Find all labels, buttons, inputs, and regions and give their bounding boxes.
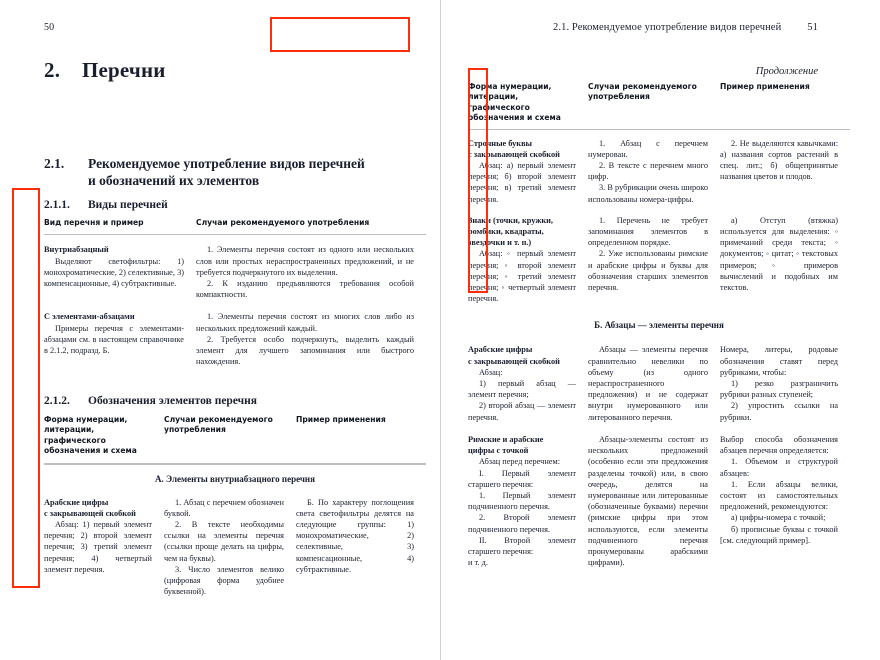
running-head-text: 2.1. Рекомендуемое употребление видов перечней [553,22,782,33]
form-title-line3: звездочки и т. п.) [468,238,532,248]
row2-example: Примеры перечня с элементами-абзацами см. в настоящем справочнике в 2.1.2, подразд. Б. [44,323,184,356]
usage-2: 2. В тексте с перечнем много цифр. [588,161,708,182]
annotation-box-right-margin[interactable] [468,68,488,293]
form-title-line1: Арабские цифры [468,345,533,355]
form-example: Абзац: а) первый элемент перечня; б) второй элемент перечня; в) третий элемент перечня. [468,161,576,204]
cell-type-name [44,244,196,300]
table-row [468,339,850,422]
cell-usage-cases [588,434,720,568]
page-divider-rule [440,0,441,660]
cell-usage-cases [588,344,720,422]
cell-example [720,215,850,305]
cell-form [468,344,588,422]
usage-3: 3. Число элементов велико (цифровая форма удобнее буквенной). [164,564,284,597]
table-header-row [468,82,850,130]
example-3: 1. Если абзацы велики, состоят из самостоятельных предложений, рекомендуются: [720,479,838,512]
row1-usage-1: 1. Элементы перечня состоят из одного или нескольких слов или простых нераспространенных предложений, и не требуется подчеркнутого их выделения. [196,245,414,277]
usage-1: 1. Перечень не требует запоминания элементов в определенном порядке. [588,215,708,248]
table-continuation [468,82,850,568]
form-title-line1: Строчные буквы [468,138,533,148]
table-header-row [44,218,426,235]
annotation-box-header[interactable] [270,17,410,52]
table-row [468,205,850,305]
table-row [468,423,850,568]
usage-2: 2. Уже использованы римские и арабские цифры и буквы для обозначения старших элементов перечня. [588,249,708,293]
example-1: 2. Не выделяются кавычками: а) названия сортов растений в спец. лит.; б) общепринятые названия цветов и плодов. [720,138,838,182]
example-2: 1) резко разграничить рубрики разных ступеней; [720,379,838,400]
running-head-right [553,22,818,33]
usage-2: 2. В тексте необходимы ссылки на элементы перечня (ссылки проще делать на цифры, чем на буквы). [164,520,284,563]
example-1: Выбор способа обозначения абзацев перечня определяется: [720,434,838,456]
table-vidy-perechney [44,218,426,367]
usage-1: Абзацы-элементы состоят из нескольких предложений (особенно если эти предложения разделены точкой) или, в свою очередь, делятся на нумерованные или литерованные (обозначенные буквами) перечни (римские цифры при этом используются, если элементы подчиненного перечня пронумерованы арабскими цифрами). [588,434,708,568]
form-title-line2: с закрывающей скобкой [468,149,560,159]
folio-left: 50 [44,22,55,33]
usage-1: 1. Абзац с перечнем обозначен буквой. [164,497,284,518]
form-title-line1: Арабские цифры [44,497,109,507]
subsection-heading-211 [44,199,168,211]
section-title-line1: Рекомендуемое употребление видов перечней [88,156,365,171]
form-title-line1: Знаки (точки, кружки, [468,215,553,225]
column-header-forma: Форма нумерации, литерации, графического обозначения и схема [44,415,137,456]
form-example-2: 1) первый абзац — элемент перечня; [468,379,576,400]
cell-type-name [44,311,196,367]
continuation-label: Продолжение [755,66,818,77]
form-example-1: Абзац: [479,367,503,377]
form-example-6: и т. д. [468,558,488,568]
form-example-3: 1. Первый элемент подчиненного перечня. [468,490,576,512]
row2-title: С элементами-абзацами [44,312,135,322]
table-row [44,493,426,598]
table-band-heading-a: А. Элементы внутриабзацного перечня [44,464,426,493]
column-header-sluchai: Случаи рекомендуемого употребления [164,415,273,435]
example-5: б) прописные буквы с точкой [см. следующий пример]. [720,524,838,545]
cell-usage-cases [196,244,426,300]
form-example-2: I. Первый элемент старшего перечня: [468,468,576,489]
form-title-line2: ромбики, квадраты, [468,227,544,237]
subsection-212-title: Обозначения элементов перечня [88,395,257,407]
table-header-row [44,415,426,464]
subsection-212-number: 2.1.2. [44,395,70,407]
example-1: а) Отступ (втяжка) используется для выделения: ◦ примечаний среди текста; ◦ документов; ◦ цитат; ◦ текстовых примеров; ◦ примеров вычислений и подобных им текстов. [720,215,838,293]
section-heading [44,155,424,189]
form-example: Абзац: ◦ первый элемент перечня; ◦ второй элемент перечня; ◦ третий элемент перечня; ◦ четвертый элемент перечня. [468,249,576,304]
column-header-sluchai: Случаи рекомендуемого употребления [588,82,697,102]
table-oboznacheniya [44,415,426,597]
section-title-line2: и обозначений их элементов [88,173,260,188]
table-band-heading-b: Б. Абзацы — элементы перечня [594,320,724,331]
row1-title: Внутриабзацный [44,245,109,255]
usage-1: 1. Абзац с перечнем нумерован. [588,138,708,159]
row2-usage-2: 2. Требуется особо подчеркнуть, выделить каждый элемент для лучшего запоминания или быстрого нахождения. [196,334,414,367]
chapter-title: Перечни [82,58,166,82]
usage-3: 3. В рубрикации очень широко использованы номера-цифры. [588,183,708,204]
table-row [44,235,426,300]
form-title-line1: Римские и арабские [468,434,544,444]
cell-usage-cases [588,138,720,205]
form-title-line2: с закрывающей скобкой [468,356,560,366]
form-example-1: Абзац перед перечнем: [479,457,561,467]
cell-usage-cases [588,215,720,305]
cell-form [468,434,588,568]
row1-usage-2: 2. К изданию предъявляются требования особой компактности. [196,279,414,300]
form-example-3: 2) второй абзац — элемент перечня. [468,401,576,422]
cell-example [720,138,850,205]
chapter-heading [44,58,166,83]
column-header-sluchai: Случаи рекомендуемого употребления [196,218,370,227]
usage-1: Абзацы — элементы перечня сравнительно невелики по объему (из одного нераспространенного предложения) и не содержат внутри нумерованного или литерованного перечня. [588,345,708,422]
form-example-5: II. Второй элемент старшего перечня: [468,535,576,556]
form-example-4: 2. Второй элемент подчиненного перечня. [468,513,576,534]
subsection-211-title: Виды перечней [88,199,168,211]
example-1: Номера, литеры, родовые обозначения ставят перед рубриками, чтобы: [720,345,838,377]
example-3: 2) упростить ссылки на рубрики. [720,401,838,422]
row2-usage-1: 1. Элементы перечня состоят из многих слов либо из нескольких предложений каждый. [196,312,414,333]
column-header-primer: Пример применения [296,415,386,424]
annotation-box-left-margin[interactable] [12,188,40,588]
example-4: а) цифры-номера с точкой; [731,513,826,523]
cell-example [296,497,426,598]
example-1: Б. По характеру поглощения света светофильтры делятся на следующие группы: 1) монохроматические, 2) селективные, 3) компенсационные, 4) субтрактивные. [296,497,414,574]
cell-example [720,344,850,422]
form-title-line2: цифры с точкой [468,446,529,456]
column-header-forma: Форма нумерации, литерации, графического обозначения и схема [468,82,561,123]
column-header-vid: Вид перечня и пример [44,218,144,227]
cell-form [44,497,164,598]
folio-right: 51 [807,22,818,33]
form-example: Абзац: 1) первый элемент перечня; 2) второй элемент перечня; 3) третий элемент перечня; 4) четвертый элемент перечня. [44,520,152,574]
cell-example [720,434,850,568]
column-header-primer: Пример применения [720,82,810,91]
page-right [440,0,880,660]
subsection-heading-212 [44,395,257,407]
cell-usage-cases [196,311,426,367]
table-row [468,130,850,205]
example-2: 1. Объемом и структурой абзацев: [720,457,838,478]
row1-example: Выделяют светофильтры: 1) монохроматические, 2) селективные, 3) компенсационные, 4) субтрактивные. [44,256,184,289]
cell-usage-cases [164,497,296,598]
form-title-line2: с закрывающей скобкой [44,508,136,518]
subsection-211-number: 2.1.1. [44,199,70,211]
table-row [44,300,426,367]
chapter-number: 2. [44,58,61,82]
section-number: 2.1. [44,156,65,171]
